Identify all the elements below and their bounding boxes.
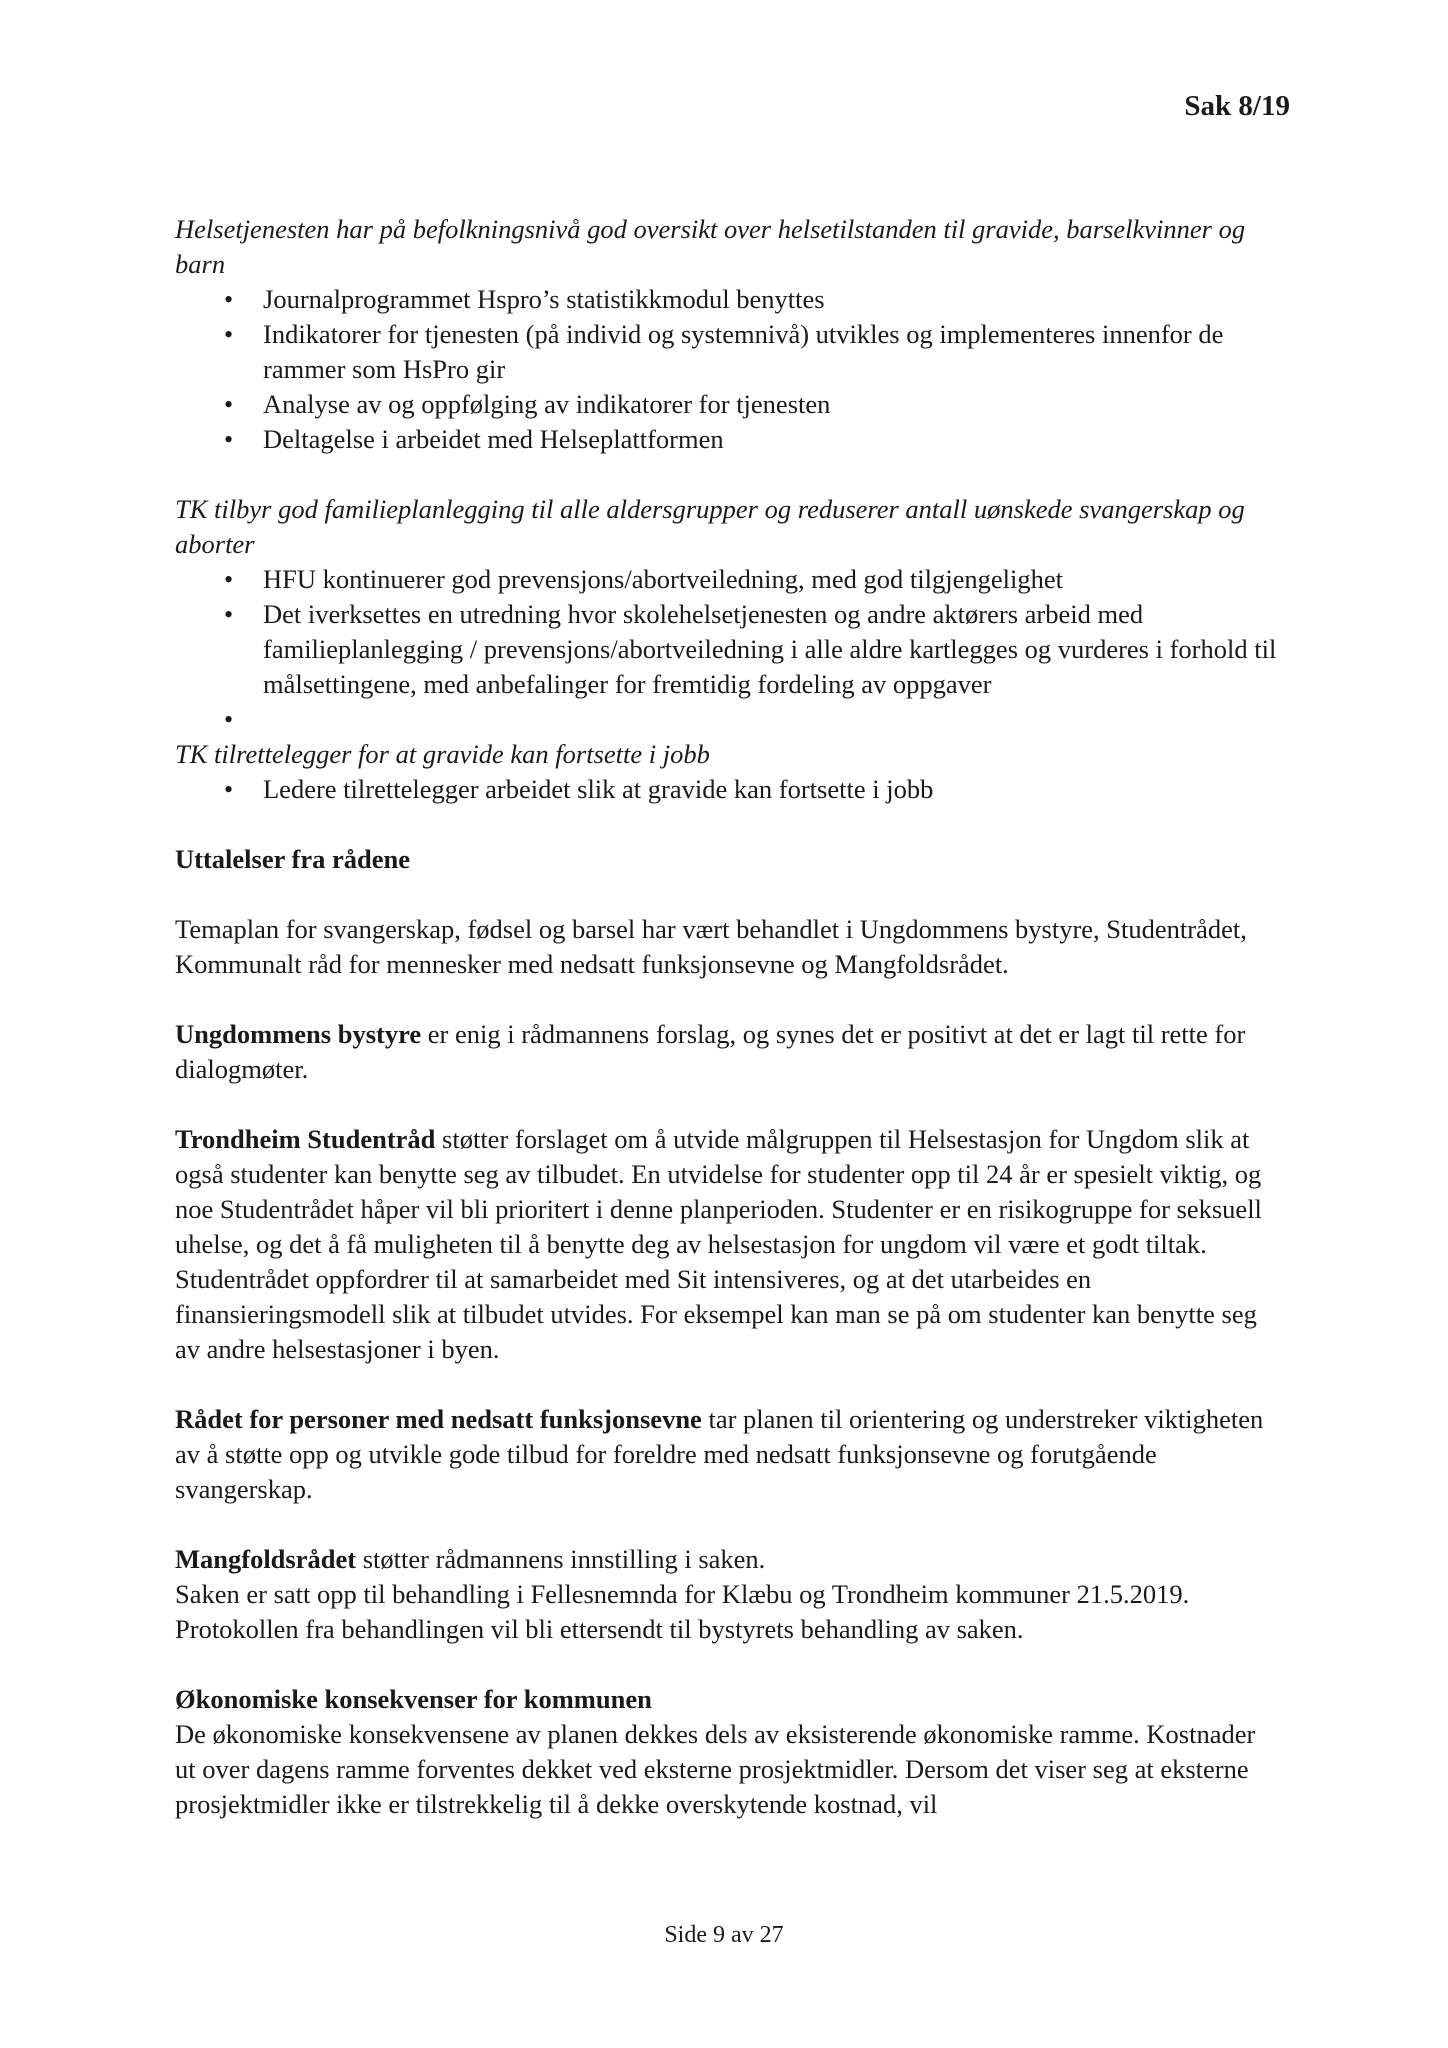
list-item: • Ledere tilrettelegger arbeidet slik at gravide kan fortsette i jobb bbox=[175, 772, 1280, 807]
list-item: • HFU kontinuerer god prevensjons/abortveiledning, med god tilgjengelighet bbox=[175, 562, 1280, 597]
list-item: • Indikatorer for tjenesten (på individ og systemnivå) utvikles og implementeres innenfor de rammer som HsPro gir bbox=[175, 317, 1280, 387]
list-item: • Analyse av og oppfølging av indikatorer for tjenesten bbox=[175, 387, 1280, 422]
page-number: Side 9 av 27 bbox=[664, 1922, 784, 1948]
goal-3-list bbox=[175, 772, 1280, 807]
student-council-paragraph-2: Studentrådet oppfordrer til at samarbeidet med Sit intensiveres, og at det utarbeides en finansieringsmodell slik at tilbudet utvides. For eksempel kan man se på om studenter kan benytte seg av andre helsestasjoner i byen. bbox=[175, 1264, 1257, 1364]
youth-council-text: er enig i rådmannens forslag, og synes det er positivt at det er lagt til rette for dialogmøter. bbox=[175, 1019, 1246, 1084]
diversity-council-text: støtter rådmannens innstilling i saken. bbox=[356, 1544, 766, 1574]
goal-1-list bbox=[175, 282, 1280, 457]
disability-council-text: tar planen til orientering og understreker viktigheten av å støtte opp og utvikle gode tilbud for foreldre med nedsatt funksjonsevne og forutgående svangerskap. bbox=[175, 1404, 1264, 1504]
diversity-council-paragraph-2: Saken er satt opp til behandling i Fellesnemnda for Klæbu og Trondheim kommuner 21.5.2019. Protokollen fra behandlingen vil bli ettersendt til bystyrets behandling av saken. bbox=[175, 1579, 1190, 1644]
diversity-council-name: Mangfoldsrådet bbox=[175, 1544, 357, 1574]
statements-intro: Temaplan for svangerskap, fødsel og barsel har vært behandlet i Ungdommens bystyre, Studentrådet, Kommunalt råd for mennesker med nedsatt funksjonsevne og Mangfoldsrådet. bbox=[175, 914, 1247, 979]
goal-1-title: Helsetjenesten har på befolkningsnivå god oversikt over helsetilstanden til gravide, barselkvinner og barn bbox=[175, 214, 1246, 279]
youth-council-paragraph bbox=[175, 1017, 1280, 1087]
student-council-name: Trondheim Studentråd bbox=[175, 1124, 436, 1154]
list-item-empty bbox=[175, 702, 1280, 737]
disability-council-paragraph bbox=[175, 1402, 1280, 1507]
goal-2-list bbox=[175, 562, 1280, 737]
goal-3-title: TK tilrettelegger for at gravide kan fortsette i jobb bbox=[175, 739, 710, 769]
student-council-paragraph bbox=[175, 1122, 1280, 1262]
youth-council-name: Ungdommens bystyre bbox=[175, 1019, 422, 1049]
economy-heading: Økonomiske konsekvenser for kommunen bbox=[175, 1684, 652, 1714]
student-council-text: støtter forslaget om å utvide målgruppen til Helsestasjon for Ungdom slik at også studenter kan benytte seg av tilbudet. En utvidelse for studenter opp til 24 år er spesielt viktig, og noe Studentrådet håper vil bli prioritert i denne planperioden. Studenter er en risikogruppe for seksuell uhelse, og det å få muligheten til å benytte deg av helsestasjon for ungdom vil være et godt tiltak. bbox=[175, 1124, 1262, 1259]
diversity-council-paragraph bbox=[175, 1542, 1280, 1577]
page-content bbox=[175, 212, 1280, 1822]
statements-heading: Uttalelser fra rådene bbox=[175, 844, 410, 874]
goal-2-title: TK tilbyr god familieplanlegging til alle aldersgrupper og reduserer antall uønskede svangerskap og aborter bbox=[175, 494, 1245, 559]
case-number: Sak 8/19 bbox=[1184, 90, 1290, 122]
list-item: • Journalprogrammet Hspro’s statistikkmodul benyttes bbox=[175, 282, 1280, 317]
list-item: • Det iverksettes en utredning hvor skolehelsetjenesten og andre aktørers arbeid med familieplanlegging / prevensjons/abortveiledning i alle aldre kartlegges og vurderes i forhold til målsettingene, med anbefalinger for fremtidig fordeling av oppgaver bbox=[175, 597, 1280, 702]
list-item: • Deltagelse i arbeidet med Helseplattformen bbox=[175, 422, 1280, 457]
disability-council-name: Rådet for personer med nedsatt funksjonsevne bbox=[175, 1404, 702, 1434]
economy-text: De økonomiske konsekvensene av planen dekkes dels av eksisterende økonomiske ramme. Kostnader ut over dagens ramme forventes dekket ved eksterne prosjektmidler. Dersom det viser seg at eksterne prosjektmidler ikke er tilstrekkelig til å dekke overskytende kostnad, vil bbox=[175, 1719, 1256, 1819]
